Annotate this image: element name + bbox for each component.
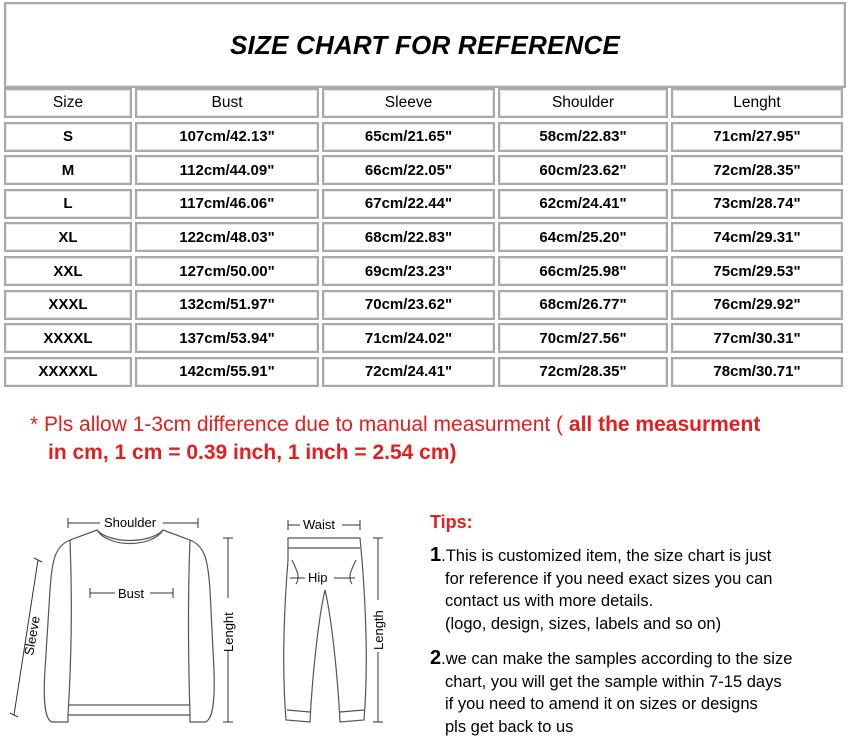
table-cell: 71cm/27.95" — [671, 122, 843, 152]
table-cell: 71cm/24.02" — [322, 323, 495, 353]
tip-first-line — [430, 647, 840, 671]
sweatshirt-armhole-left — [68, 540, 71, 715]
table-cell: 70cm/27.56" — [498, 323, 668, 353]
label-hip: Hip — [308, 570, 328, 585]
note-plain-text: Pls allow 1-3cm difference due to manual measurment ( — [44, 413, 564, 436]
table-cell: 112cm/44.09" — [135, 155, 319, 185]
label-shoulder: Shoulder — [104, 515, 157, 530]
table-header-cell: Sleeve — [322, 88, 495, 118]
table-header-cell: Bust — [135, 88, 319, 118]
table-cell: 72cm/24.41" — [322, 357, 495, 387]
sweatshirt-armhole-right — [189, 540, 191, 715]
table-cell: L — [4, 189, 132, 219]
table-cell: 75cm/29.53" — [671, 256, 843, 286]
table-cell: 67cm/22.44" — [322, 189, 495, 219]
table-cell: XXXXXL — [4, 357, 132, 387]
size-chart-table — [4, 2, 846, 392]
table-cell: 107cm/42.13" — [135, 122, 319, 152]
table-cell: 68cm/26.77" — [498, 290, 668, 320]
tip-line: .we can make the samples according to the size — [441, 650, 793, 668]
tip-line: if you need to amend it on sizes or designs — [445, 695, 758, 713]
size-chart-title-box — [4, 2, 846, 88]
note-star: * — [30, 413, 39, 436]
table-cell: 73cm/28.74" — [671, 189, 843, 219]
table-cell: 66cm/22.05" — [322, 155, 495, 185]
table-cell: XL — [4, 222, 132, 252]
label-pants-length: Length — [371, 610, 386, 650]
tip-line: contact us with more details. — [445, 592, 654, 610]
table-cell: M — [4, 155, 132, 185]
table-cell: 132cm/51.97" — [135, 290, 319, 320]
size-chart-title: SIZE CHART FOR REFERENCE — [229, 29, 620, 60]
tip-line: (logo, design, sizes, labels and so on) — [445, 614, 722, 633]
tips-section — [430, 512, 840, 738]
table-cell: S — [4, 122, 132, 152]
measurement-diagram — [0, 500, 420, 747]
tip-line: .This is customized item, the size chart is just — [441, 547, 772, 565]
table-cell: 68cm/22.83" — [322, 222, 495, 252]
label-top-length: Lenght — [221, 612, 236, 652]
tip-line: chart, you will get the sample within 7-15 days — [445, 672, 782, 691]
garment-drawing — [0, 500, 420, 747]
table-header-cell: Lenght — [671, 88, 843, 118]
tip-line: for reference if you need exact sizes you can — [445, 569, 773, 588]
tip-first-line — [430, 544, 840, 568]
table-cell: 60cm/23.62" — [498, 155, 668, 185]
table-cell: 74cm/29.31" — [671, 222, 843, 252]
table-cell: 66cm/25.98" — [498, 256, 668, 286]
table-cell: 78cm/30.71" — [671, 357, 843, 387]
label-waist: Waist — [303, 517, 336, 532]
label-sleeve: Sleeve — [21, 614, 43, 657]
table-cell: XXL — [4, 256, 132, 286]
pants-cuffs — [287, 710, 364, 712]
table-cell: 122cm/48.03" — [135, 222, 319, 252]
table-header-cell: Shoulder — [498, 88, 668, 118]
table-cell: XXXXL — [4, 323, 132, 353]
tip-item — [430, 647, 840, 738]
table-cell: 58cm/22.83" — [498, 122, 668, 152]
table-cell: 77cm/30.31" — [671, 323, 843, 353]
table-header-cell: Size — [4, 88, 132, 118]
tip-number: 1 — [430, 544, 442, 566]
note-bold-text-1: all the measurment — [568, 413, 761, 436]
tip-line: pls get back to us — [445, 717, 574, 736]
table-cell: 76cm/29.92" — [671, 290, 843, 320]
tips-title: Tips: — [430, 512, 473, 532]
tip-number: 2 — [430, 647, 442, 669]
table-cell: 65cm/21.65" — [322, 122, 495, 152]
table-cell: 117cm/46.06" — [135, 189, 319, 219]
table-cell: 137cm/53.94" — [135, 323, 319, 353]
table-cell: 72cm/28.35" — [498, 357, 668, 387]
table-cell: XXXL — [4, 290, 132, 320]
note-bold-text-2: in cm, 1 cm = 0.39 inch, 1 inch = 2.54 cm) — [48, 441, 457, 464]
tip-item — [430, 544, 840, 635]
tips-list — [430, 544, 840, 738]
table-cell: 142cm/55.91" — [135, 357, 319, 387]
label-bust: Bust — [118, 586, 145, 601]
table-cell: 69cm/23.23" — [322, 256, 495, 286]
table-cell: 127cm/50.00" — [135, 256, 319, 286]
table-cell: 72cm/28.35" — [671, 155, 843, 185]
table-cell: 62cm/24.41" — [498, 189, 668, 219]
table-cell: 64cm/25.20" — [498, 222, 668, 252]
measurement-note — [30, 411, 840, 467]
table-cell: 70cm/23.62" — [322, 290, 495, 320]
